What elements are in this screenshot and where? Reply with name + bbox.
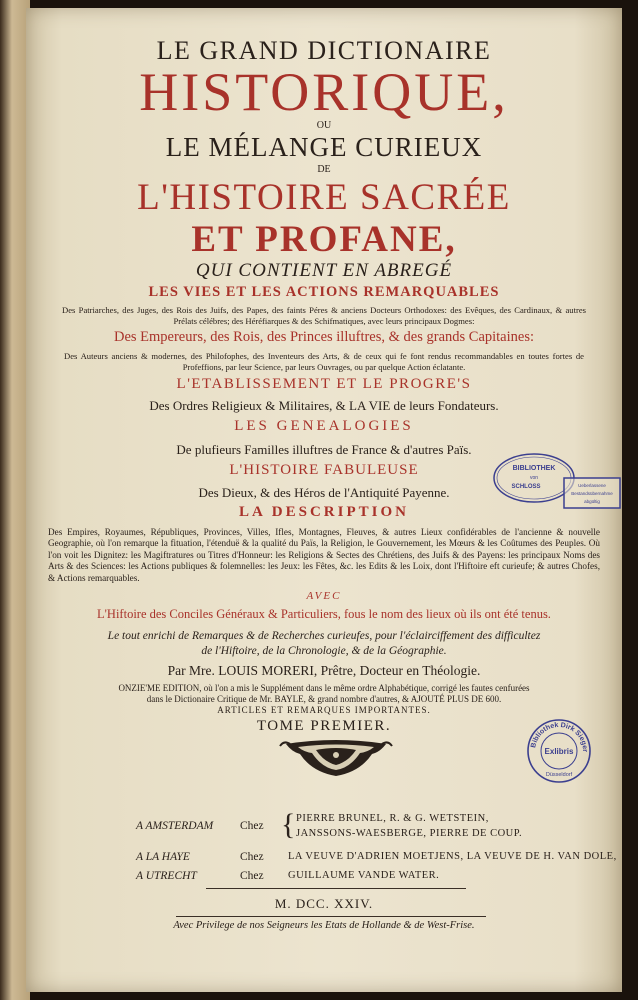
- title-et-profane: ET PROFANE,: [191, 219, 457, 260]
- imprint-city-amsterdam: A AMSTERDAM: [136, 820, 214, 832]
- title-melange-curieux: LE MÉLANGE CURIEUX: [165, 132, 483, 162]
- stamp-round-center-text: Exlibris: [544, 747, 574, 756]
- heading-genealogies: LES GENEALOGIES: [234, 418, 414, 434]
- title-de: DE: [317, 164, 331, 175]
- line-enrichi-1: Le tout enrichi de Remarques & de Recherches curieufes, pour l'éclairciffement des difficultez: [107, 630, 541, 642]
- stamp-round-city-text: Düsseldorf: [545, 772, 573, 778]
- line-empereurs: Des Empereurs, des Rois, des Princes illuftres, & des grands Capitaines:: [113, 329, 535, 345]
- library-stamp-schloss: [492, 450, 624, 518]
- imprint-city-haye: A LA HAYE: [136, 851, 190, 863]
- line-author-moreri: Par Mre. LOUIS MORERI, Prêtre, Docteur en Théologie.: [167, 663, 481, 678]
- paragraph-empires: Des Empires, Royaumes, Républiques, Provinces, Villes, Ifles, Montagnes, Fleuves, & autres Lieux confidérables de l'ancienne & nouvelle Geographie, où l'on remarque la fituation, l'étenduë & la qualité du Païs, la Religion, le Gouvernement, les Mœurs & les Coûtumes des Peuples. Où l'on voit les Dignitez: les Magiftratures ou Titres d'Honneur: les Religions & Sectes des Chrétiens, des Juifs & des Payens: les principaux Noms des Arts & des Sciences: les Actions publiques & folemnelles: les Jeux: les Fêtes, &c. les Edits & les Loix, dont l'Hiftoire eft curieufe; & autres Chofes, & Actions remarquables.: [48, 527, 600, 583]
- imprint-city-utrecht: A UTRECHT: [136, 870, 197, 882]
- line-edition-1: ONZIE'ME EDITION, où l'on a mis le Supplément dans le même ordre Alphabétique, corrigé les fautes cenfurées: [118, 683, 530, 693]
- paragraph-auteurs: Des Auteurs anciens & modernes, des Philofophes, des Inventeurs des Arts, & de ceux qui fe font rendus recommandables en toutes fortes de Profeffions, par leur Science, par leurs Ouvrages, ou par quelque Action éclatante.: [64, 351, 584, 372]
- line-enrichi-2: de l'Hiftoire, de la Chronologie, & de la Géographie.: [201, 645, 447, 657]
- line-familles: De plufieurs Familles illuftres de France & d'autres Païs.: [176, 442, 472, 457]
- title-histoire-sacree: L'HISTOIRE SACRÉE: [137, 177, 511, 218]
- imprint-chez-utrecht: Chez: [240, 870, 264, 882]
- line-edition-2: dans le Dictionaire Critique de Mr. BAYLE, & grand nombre d'autres, & AJOUTÉ PLUS DE 600.: [146, 694, 502, 704]
- imprint-rule-bottom: [176, 916, 486, 917]
- paragraph-patriarches: Des Patriarches, des Juges, des Rois des Juifs, des Papes, des faints Péres & anciens Docteurs Orthodoxes: des Evêques, des Cardinaux, & autres Prélats célébres; des Héréfiarques & des Schifmatiques, avec leurs principaux Dogmes:: [62, 305, 586, 326]
- line-avec: AVEC: [306, 590, 342, 602]
- printers-ornament: [276, 738, 396, 778]
- exlibris-stamp-round: [526, 718, 592, 784]
- subtitle-les-vies: LES VIES ET LES ACTIONS REMARQUABLES: [148, 284, 500, 300]
- stamp-round-ring-text: Bibliothek Dirk Sieger: [530, 721, 589, 753]
- imprint-publisher-ams-2: JANSSONS-WAESBERGE, PIERRE DE COUP.: [296, 828, 523, 839]
- heading-histoire-fabuleuse: L'HISTOIRE FABULEUSE: [229, 462, 419, 478]
- imprint-publisher-haye: LA VEUVE D'ADRIEN MOETJENS, LA VEUVE DE H. VAN DOLE,: [288, 851, 617, 862]
- line-dieux: Des Dieux, & des Héros de l'Antiquité Payenne.: [198, 485, 450, 500]
- imprint-date: M. DCC. XXIV.: [274, 896, 374, 911]
- title-ou: OU: [316, 120, 332, 131]
- imprint-privilege: Avec Privilege de nos Seigneurs les Etats de Hollande & de West-Frise.: [173, 920, 475, 931]
- imprint-publisher-ams-1: PIERRE BRUNEL, R. & G. WETSTEIN,: [296, 813, 489, 824]
- imprint-chez-amsterdam: Chez: [240, 820, 264, 832]
- imprint-brace: {: [281, 808, 296, 841]
- stamp-oval-top-text: BIBLIOTHEK: [512, 465, 556, 472]
- subtitle-qui-contient: QUI CONTIENT EN ABREGÉ: [195, 260, 453, 281]
- stamp-oval-mid-text: von: [529, 475, 539, 481]
- line-conciles: L'Hiftoire des Conciles Généraux & Particuliers, fous le nom des lieux où ils ont été tenus.: [97, 607, 551, 621]
- title-line-grand-dictionaire: LE GRAND DICTIONAIRE: [156, 36, 492, 65]
- heading-description: LA DESCRIPTION: [239, 504, 409, 520]
- imprint-chez-haye: Chez: [240, 851, 264, 863]
- imprint-rule-top: [206, 888, 466, 889]
- line-edition-3: ARTICLES ET REMARQUES IMPORTANTES.: [217, 705, 431, 715]
- stamp-rect-line2: Bestandsübernahme: [571, 491, 613, 496]
- line-ordres: Des Ordres Religieux & Militaires, & LA VIE de leurs Fondateurs.: [149, 398, 499, 413]
- line-tome-premier: TOME PREMIER.: [256, 718, 392, 734]
- title-historique: HISTORIQUE,: [139, 62, 509, 122]
- imprint-publisher-utrecht: GUILLAUME VANDE WATER.: [288, 870, 440, 881]
- stamp-rect-line1: Ueberlassene: [578, 483, 606, 488]
- stamp-oval-bottom-text: SCHLOSS: [511, 484, 541, 490]
- title-page: [26, 8, 622, 992]
- stamp-rect-line3: abgültig: [584, 499, 600, 504]
- heading-etablissement: L'ETABLISSEMENT ET LE PROGRE'S: [176, 376, 472, 392]
